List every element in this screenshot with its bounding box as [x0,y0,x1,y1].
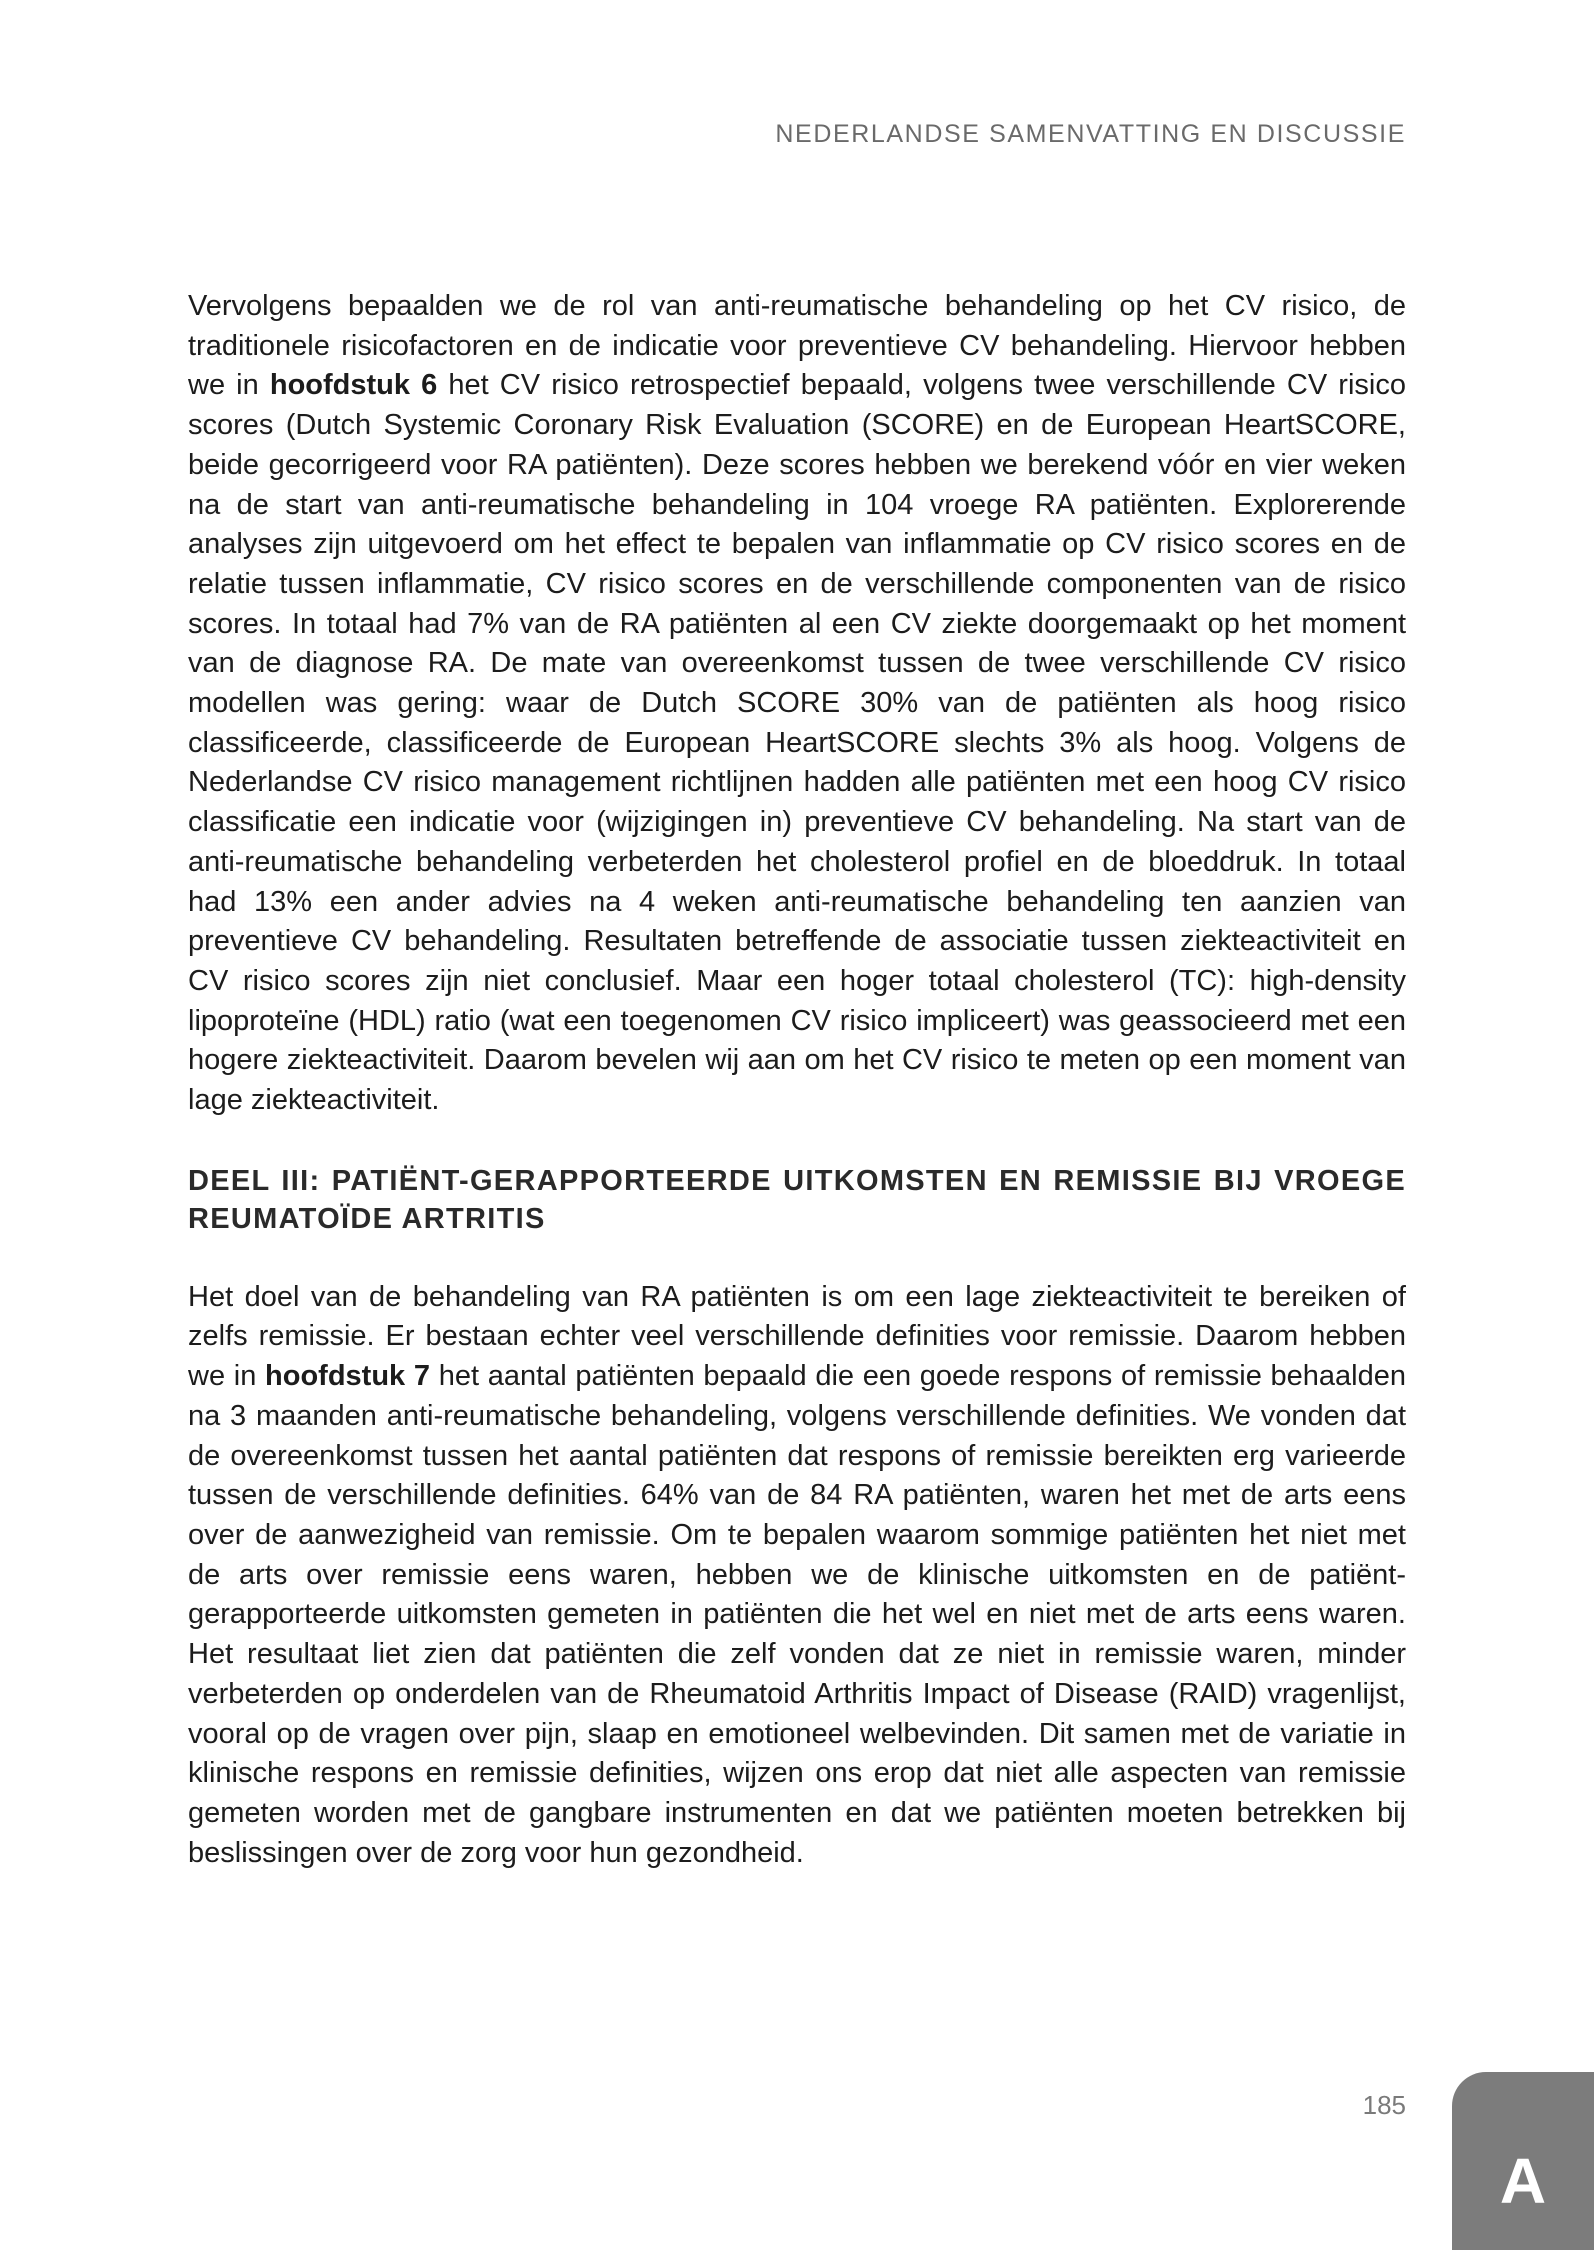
page-content [188,287,1406,1873]
appendix-tab-letter: A [1499,2145,1547,2217]
running-header: NEDERLANDSE SAMENVATTING EN DISCUSSIE [775,120,1406,148]
paragraph-text: het aantal patiënten bepaald die een goede respons of remissie behaalden na 3 maanden anti-reumatische behandeling, volgens verschillende definities. We vonden dat de overeenkomst tussen het aantal patiënten dat respons of remissie bereikten erg varieerde tussen de verschillende definities. 64% van de 84 RA patiënten, waren het met de arts eens over de aanwezigheid van remissie. Om te bepalen waarom sommige patiënten het niet met de arts over remissie eens waren, hebben we de klinische uitkomsten en de patiënt-gerapporteerde uitkomsten gemeten in patiënten die het wel en niet met de arts eens waren. Het resultaat liet zien dat patiënten die zelf vonden dat ze niet in remissie waren, minder verbeterden op onderdelen van de Rheumatoid Arthritis Impact of Disease (RAID) vragenlijst, vooral op de vragen over pijn, slaap en emotioneel welbevinden. Dit samen met de variatie in klinische respons en remissie definities, wijzen ons erop dat niet alle aspecten van remissie gemeten worden met de gangbare instrumenten en dat we patiënten moeten betrekken bij beslissingen over de zorg voor hun gezondheid. [188,1360,1406,1869]
chapter-reference: hoofdstuk 7 [265,1360,430,1393]
paragraph-chapter-6 [188,287,1406,1121]
paragraph-chapter-7 [188,1278,1406,1874]
paragraph-text: Het doel van de behandeling van RA patiënten is om een lage ziekteactiviteit te bereiken of zelfs remissie. Er bestaan echter veel verschillende definities voor remissie. Daarom hebben we in [188,1280,1406,1393]
section-heading: DEEL III: PATIËNT-GERAPPORTEERDE UITKOMSTEN EN REMISSIE BIJ VROEGE REUMATOÏDE ARTRITIS [188,1164,1406,1235]
paragraph-text: het CV risico retrospectief bepaald, volgens twee verschillende CV risico scores (Dutch Systemic Coronary Risk Evaluation (SCORE) en de European HeartSCORE, beide gecorrigeerd voor RA patiënten). Deze scores hebben we berekend vóór en vier weken na de start van anti-reumatische behandeling in 104 vroege RA patiënten. Explorerende analyses zijn uitgevoerd om het effect te bepalen van inflammatie op CV risico scores en de relatie tussen inflammatie, CV risico scores en de verschillende componenten van de risico scores. In totaal had 7% van de RA patiënten al een CV ziekte doorgemaakt op het moment van de diagnose RA. De mate van overeenkomst tussen de twee verschillende CV risico modellen was gering: waar de Dutch SCORE 30% van de patiënten als hoog risico classificeerde, classificeerde de European HeartSCORE slechts 3% als hoog. Volgens de Nederlandse CV risico management richtlijnen hadden alle patiënten met een hoog CV risico classificatie een indicatie voor (wijzigingen in) preventieve CV behandeling. Na start van de anti-reumatische behandeling verbeterden het cholesterol profiel en de bloeddruk. In totaal had 13% een ander advies na 4 weken anti-reumatische behandeling ten aanzien van preventieve CV behandeling. Resultaten betreffende de associatie tussen ziekteactiviteit en CV risico scores zijn niet conclusief. Maar een hoger totaal cholesterol (TC): high-density lipoproteïne (HDL) ratio (wat een toegenomen CV risico impliceert) was geassocieerd met een hogere ziekteactiviteit. Daarom bevelen wij aan om het CV risico te meten op een moment van lage ziekteactiviteit. [188,369,1406,1117]
appendix-tab [1452,2072,1594,2250]
page-number: 185 [1362,2090,1406,2120]
chapter-reference: hoofdstuk 6 [269,369,438,402]
paragraph-text: Vervolgens bepaalden we de rol van anti-reumatische behandeling op het CV risico, de traditionele risicofactoren en de indicatie voor preventieve CV behandeling. Hiervoor hebben we in [188,290,1406,402]
